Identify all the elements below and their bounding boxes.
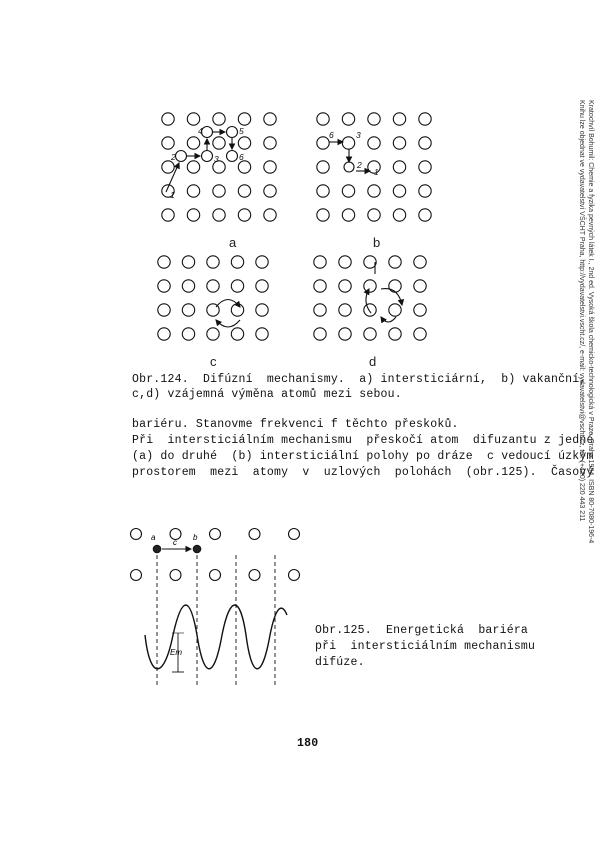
lattice-atom — [339, 304, 351, 316]
fig124-caption-2: c,d) vzájemná výměna atomů mezi sebou. — [132, 388, 402, 401]
lattice-atom — [213, 185, 225, 197]
vacancy-atom — [344, 162, 354, 172]
lattice-atom — [314, 328, 326, 340]
lattice-atom — [389, 304, 401, 316]
panel-b-label: 6 — [329, 130, 334, 140]
lattice-atom — [213, 209, 225, 221]
lattice-atom — [264, 209, 276, 221]
lattice-atom — [314, 280, 326, 292]
lattice-atom — [339, 328, 351, 340]
lattice-atom — [393, 113, 405, 125]
lattice-atom — [207, 256, 219, 268]
fig125-caption-2: při intersticiálním mechanismu — [315, 640, 536, 653]
lattice-atom — [210, 529, 221, 540]
lattice-atom — [238, 209, 250, 221]
lattice-atom — [256, 280, 268, 292]
lattice-atom — [264, 161, 276, 173]
lattice-atom — [249, 570, 260, 581]
lattice-atom — [368, 209, 380, 221]
lattice-atom — [314, 304, 326, 316]
lattice-atom — [231, 256, 243, 268]
lattice-atom — [182, 304, 194, 316]
panel-label-a: a — [229, 235, 237, 250]
lattice-atom — [289, 570, 300, 581]
side-note-line-1: Kratochvíl Bohumil: Chemie a fyzika pevných látek I., 2nd ed. Vysoká škola chemicko-technologická v Praze, Praha 1984. ISBN 80-7080-196-4 — [587, 100, 594, 544]
lattice-atom — [187, 185, 199, 197]
figure-125 — [0, 515, 600, 700]
body-line-4: prostorem mezi atomy v uzlových polohách (obr.125). Časový — [132, 466, 594, 479]
body-line-2: Při intersticiálním mechanismu přeskočí atom difuzantu z jedné — [132, 434, 594, 447]
panel-a-label: 6 — [239, 152, 244, 162]
lattice-atom — [162, 161, 174, 173]
panel-a-label: 3 — [214, 154, 219, 164]
lattice-atom — [207, 280, 219, 292]
lattice-atom — [256, 304, 268, 316]
lattice-atom — [256, 256, 268, 268]
lattice-atom — [238, 185, 250, 197]
lattice-atom — [158, 256, 170, 268]
lattice-atom — [289, 529, 300, 540]
lattice-atom — [158, 280, 170, 292]
lattice-atom — [231, 304, 243, 316]
lattice-atom — [393, 137, 405, 149]
lattice-atom — [419, 161, 431, 173]
lattice-atom — [419, 209, 431, 221]
panel-label-c: c — [210, 354, 217, 369]
lattice-atom — [187, 113, 199, 125]
lattice-atom — [162, 137, 174, 149]
lattice-atom — [187, 209, 199, 221]
page-number: 180 — [297, 737, 319, 750]
panel-b-vacancy-path — [329, 142, 370, 171]
panel-b-label: 2 — [357, 160, 362, 170]
lattice-atom — [264, 185, 276, 197]
lattice-atom — [249, 529, 260, 540]
lattice-atom — [256, 328, 268, 340]
dashed-guides — [157, 555, 275, 685]
lattice-atom — [414, 280, 426, 292]
lattice-atom — [342, 113, 354, 125]
lattice-atom — [364, 328, 376, 340]
lattice-atom — [339, 280, 351, 292]
lattice-atom — [264, 113, 276, 125]
lattice-atom — [414, 328, 426, 340]
lattice-atom — [182, 328, 194, 340]
lattice-atom — [231, 328, 243, 340]
lattice-atom — [414, 304, 426, 316]
panel-b-label: 1 — [374, 167, 379, 177]
label-b: b — [193, 533, 198, 542]
panel-label-b: b — [373, 235, 381, 250]
lattice-atom — [368, 137, 380, 149]
lattice-atom — [368, 185, 380, 197]
lattice-atom — [364, 280, 376, 292]
body-line-1: bariéru. Stanovme frekvenci f těchto přeskoků. — [132, 418, 459, 431]
grid-panel-a — [162, 113, 276, 221]
lattice-atom — [131, 529, 142, 540]
lattice-atom — [389, 256, 401, 268]
lattice-atom — [342, 137, 354, 149]
lattice-atom — [368, 113, 380, 125]
lattice-atom — [317, 209, 329, 221]
panel-a-label: 4 — [198, 126, 203, 136]
lattice-atom — [317, 113, 329, 125]
lattice-atom — [238, 137, 250, 149]
lattice-atom — [213, 137, 225, 149]
panel-c-exchange — [216, 300, 240, 328]
panel-label-d: d — [369, 354, 377, 369]
lattice-atom — [317, 137, 329, 149]
lattice-atom — [170, 570, 181, 581]
label-em: Em — [170, 648, 182, 657]
label-c: c — [173, 538, 177, 547]
lattice-atom — [342, 185, 354, 197]
lattice-atom — [158, 304, 170, 316]
lattice-atom — [419, 185, 431, 197]
label-a: a — [151, 533, 156, 542]
energy-curve — [145, 605, 287, 669]
lattice-atom — [393, 185, 405, 197]
lattice-atom — [162, 113, 174, 125]
lattice-atom — [414, 256, 426, 268]
lattice-atom — [213, 113, 225, 125]
side-note-line-2: Knihu lze objednat ve vydavatelství VŠCHT Praha, http://vydavatelstvi.vscht.cz/, e-mail: vydavatelstvi@vscht.cz, tel. (+420) 220 443 211 — [578, 100, 585, 522]
lattice-atom — [162, 209, 174, 221]
fig124-caption-1: Obr.124. Difúzní mechanismy. a) intersticiární, b) vakanční, — [132, 373, 587, 386]
panel-a-label: 1 — [170, 190, 175, 200]
lattice-atom — [389, 328, 401, 340]
lattice-atom — [231, 280, 243, 292]
panel-a-label: 2 — [171, 152, 176, 162]
lattice-atom — [364, 256, 376, 268]
lattice-atom — [364, 304, 376, 316]
lattice-atom — [317, 161, 329, 173]
lattice-atom — [389, 280, 401, 292]
grid-panel-c — [158, 256, 268, 340]
lattice-atom — [419, 137, 431, 149]
panel-a-interstitial-path — [166, 127, 238, 193]
lattice-atom — [238, 161, 250, 173]
figure-124 — [0, 0, 600, 375]
lattice-atom — [393, 209, 405, 221]
panel-a-label: 5 — [239, 126, 244, 136]
lattice-atom — [419, 113, 431, 125]
lattice-atom — [210, 570, 221, 581]
panel-b-label: 3 — [356, 130, 361, 140]
fig125-caption-1: Obr.125. Energetická bariéra — [315, 624, 529, 637]
lattice-row-atoms — [131, 529, 300, 581]
lattice-atom — [207, 328, 219, 340]
lattice-atom — [342, 209, 354, 221]
lattice-atom — [339, 256, 351, 268]
lattice-atom — [187, 137, 199, 149]
fig125-caption-3: difúze. — [315, 656, 365, 669]
lattice-atom — [131, 570, 142, 581]
lattice-atom — [317, 185, 329, 197]
body-line-3: (a) do druhé (b) intersticiální polohy po dráze c vedoucí úzkým — [132, 450, 594, 463]
lattice-atom — [158, 328, 170, 340]
lattice-atom — [314, 256, 326, 268]
lattice-atom — [182, 280, 194, 292]
lattice-atom — [264, 137, 276, 149]
lattice-atom — [187, 161, 199, 173]
grid-panel-d — [314, 256, 426, 340]
side-note — [573, 100, 595, 580]
lattice-atom — [182, 256, 194, 268]
lattice-atom — [393, 161, 405, 173]
lattice-atom — [238, 113, 250, 125]
